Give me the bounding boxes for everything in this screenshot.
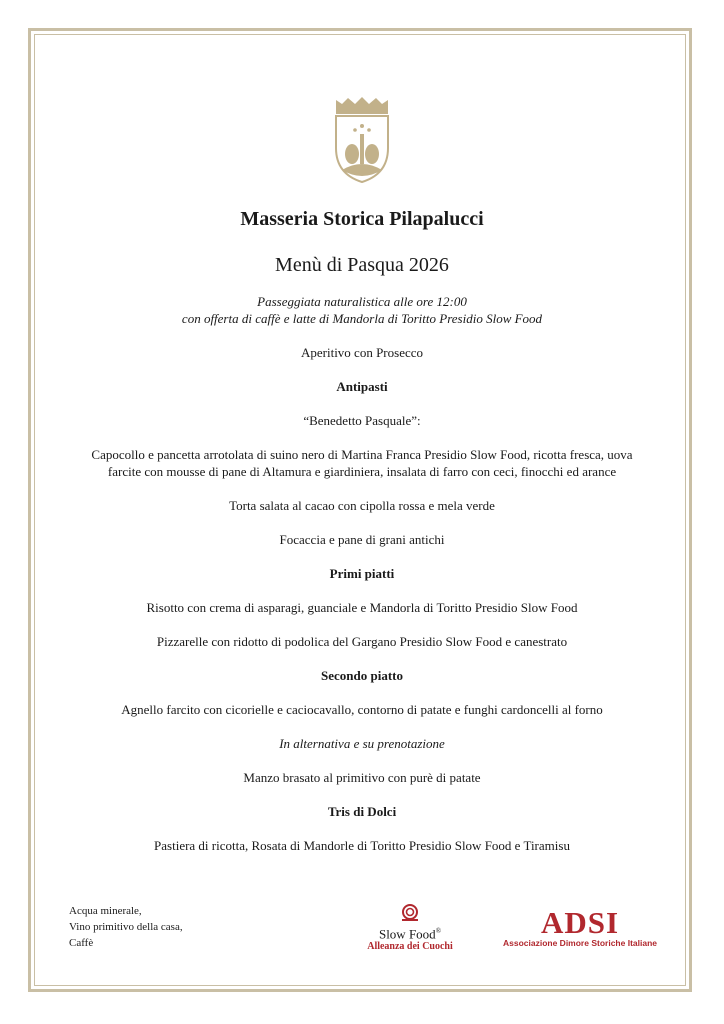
antipasti-dish-3: Focaccia e pane di grani antichi: [279, 532, 445, 547]
antipasti-heading: Antipasti: [336, 379, 388, 394]
antipasti-dish-1-line-1: Capocollo e pancetta arrotolata di suino nero di Martina Franca Presidio Slow Food, ricotta fresca, uova: [91, 447, 633, 462]
antipasti-dish-2: Torta salata al cacao con cipolla rossa e mela verde: [229, 498, 495, 513]
intro-text: [60, 293, 664, 327]
adsi-subtitle: Associazione Dimore Storiche Italiane: [503, 938, 657, 948]
menu-content: [60, 205, 664, 854]
snail-icon: [400, 904, 420, 922]
primi-dish-2: Pizzarelle con ridotto di podolica del Gargano Presidio Slow Food e canestrato: [156, 634, 568, 649]
dolci-dish-1: Pastiera di ricotta, Rosata di Mandorle di Toritto Presidio Slow Food e Tiramisu: [154, 838, 570, 853]
intro-line-1: Passeggiata naturalistica alle ore 12:00: [257, 294, 467, 309]
antipasti-subtitle: “Benedetto Pasquale”:: [303, 413, 421, 428]
slowfood-subtitle: Alleanza dei Cuochi: [367, 941, 453, 953]
restaurant-name: Masseria Storica Pilapalucci: [240, 208, 484, 230]
secondo-heading: Secondo piatto: [321, 668, 403, 683]
antipasti-dish-1-line-2: farcite con mousse di pane di Altamura e giardiniera, insalata di farro con ceci, finocchi ed arance: [107, 464, 617, 479]
secondo-alternative: In alternativa e su prenotazione: [279, 736, 445, 751]
slowfood-registered-mark: ®: [435, 927, 442, 935]
adsi-logo-text: ADSI: [540, 905, 620, 940]
primi-dish-1: Risotto con crema di asparagi, guanciale e Mandorla di Toritto Presidio Slow Food: [146, 600, 578, 615]
secondo-dish-2: Manzo brasato al primitivo con purè di patate: [243, 770, 481, 785]
drinks-line-1: Acqua minerale,: [69, 905, 142, 917]
drinks-line-2: Vino primitivo della casa,: [69, 921, 183, 933]
crest-logo-icon: [330, 96, 394, 186]
adsi-logo: [500, 905, 660, 949]
primi-heading: Primi piatti: [329, 566, 395, 581]
antipasti-dish-1: [70, 446, 654, 480]
drinks-line-3: Caffè: [69, 937, 94, 949]
intro-line-2: con offerta di caffè e latte di Mandorla di Toritto Presidio Slow Food: [181, 311, 543, 326]
secondo-dish-1: Agnello farcito con cicorielle e caciocavallo, contorno di patate e funghi cardoncelli al forno: [121, 702, 603, 717]
aperitivo: Aperitivo con Prosecco: [300, 345, 424, 360]
slowfood-name: [360, 924, 460, 941]
menu-title: Menù di Pasqua 2026: [275, 254, 449, 276]
drinks-note: [69, 903, 183, 951]
slowfood-name-text: Slow Food: [378, 926, 436, 942]
dolci-heading: Tris di Dolci: [327, 804, 397, 819]
slowfood-logo: [360, 904, 460, 953]
